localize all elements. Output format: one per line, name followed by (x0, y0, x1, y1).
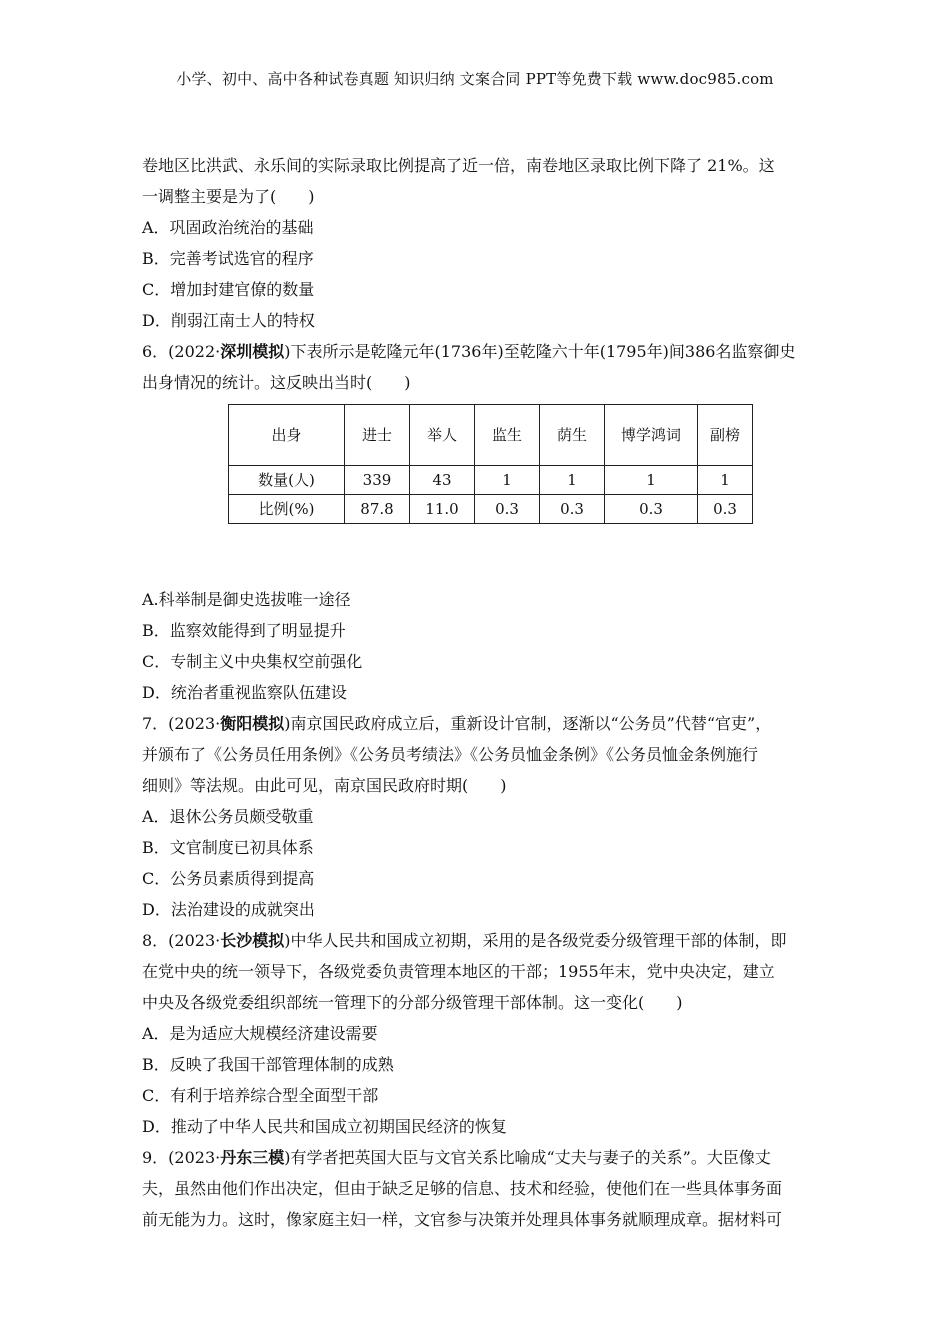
table-cell: 比例(%) (229, 495, 345, 524)
q8-option-c: C．有利于培养综合型全面型干部 (142, 1086, 379, 1105)
spacer (142, 524, 812, 584)
q6-number: 6．(2022· (142, 342, 221, 361)
q7-stem-line1 (142, 708, 812, 739)
q5-stem-line2: 一调整主要是为了( ) (142, 187, 315, 206)
question-9 (142, 1142, 812, 1235)
table-cell: 0.3 (475, 495, 540, 524)
q6-option-d: D．统治者重视监察队伍建设 (142, 683, 347, 702)
table-row (229, 495, 753, 524)
table-header-cell: 举人 (410, 405, 475, 466)
q5-option-d: D．削弱江南士人的特权 (142, 311, 315, 330)
q6-option-c: C．专制主义中央集权空前强化 (142, 652, 363, 671)
q9-stem-text: )有学者把英国大臣与文官关系比喻成“丈夫与妻子的关系”。大臣像丈 (284, 1148, 771, 1167)
document-body (142, 150, 812, 1235)
q7-stem-line2: 并颁布了《公务员任用条例》《公务员考绩法》《公务员恤金条例》《公务员恤金条例施行 (142, 745, 759, 764)
q7-stem-line3: 细则》等法规。由此可见，南京国民政府时期( ) (142, 776, 507, 795)
table-cell: 87.8 (345, 495, 410, 524)
q8-stem-line2: 在党中央的统一领导下，各级党委负责管理本地区的干部；1955年末，党中央决定，建立 (142, 962, 775, 981)
question-7 (142, 708, 812, 925)
q8-stem-line3: 中央及各级党委组织部统一管理下的分部分级管理干部体制。这一变化( ) (142, 993, 683, 1012)
table-header-cell: 副榜 (698, 405, 753, 466)
q5-option-c: C．增加封建官僚的数量 (142, 280, 315, 299)
table-cell: 43 (410, 466, 475, 495)
table-cell: 339 (345, 466, 410, 495)
q6-source: 深圳模拟 (220, 342, 285, 361)
table-header-row (229, 405, 753, 466)
q9-stem-line1 (142, 1142, 812, 1173)
q9-number: 9．(2023· (142, 1148, 221, 1167)
table-header-cell: 博学鸿词 (605, 405, 698, 466)
question-8 (142, 925, 812, 1142)
q6-option-b: B．监察效能得到了明显提升 (142, 621, 346, 640)
q6-option-a: A.科举制是御史选拔唯一途径 (142, 590, 351, 609)
page-header: 小学、初中、高中各种试卷真题 知识归纳 文案合同 PPT等免费下载 www.doc985.com (176, 70, 774, 88)
table-cell: 0.3 (605, 495, 698, 524)
q7-option-d: D．法治建设的成就突出 (142, 900, 315, 919)
table-cell: 1 (605, 466, 698, 495)
table-header-cell: 荫生 (540, 405, 605, 466)
q9-source: 丹东三模 (220, 1148, 285, 1167)
q7-number: 7．(2023· (142, 714, 221, 733)
q7-option-c: C．公务员素质得到提高 (142, 869, 315, 888)
q7-source: 衡阳模拟 (220, 714, 285, 733)
q7-stem-text: )南京国民政府成立后，重新设计官制，逐渐以“公务员”代替“官吏”， (284, 714, 772, 733)
q5-stem-line1: 卷地区比洪武、永乐间的实际录取比例提高了近一倍，南卷地区录取比例下降了 21%。这 (142, 156, 775, 175)
table-cell: 数量(人) (229, 466, 345, 495)
q6-stem-line2: 出身情况的统计。这反映出当时( ) (142, 373, 411, 392)
q8-number: 8．(2023· (142, 931, 221, 950)
q9-stem-line2: 夫，虽然由他们作出决定，但由于缺乏足够的信息、技术和经验，使他们在一些具体事务面 (142, 1179, 783, 1198)
table-header-cell: 出身 (229, 405, 345, 466)
q8-source: 长沙模拟 (220, 931, 285, 950)
table-cell: 0.3 (540, 495, 605, 524)
q5-option-b: B．完善考试选官的程序 (142, 249, 314, 268)
q6-stem-line1 (142, 336, 812, 367)
q5-option-a: A．巩固政治统治的基础 (142, 218, 314, 237)
q8-option-a: A．是为适应大规模经济建设需要 (142, 1024, 378, 1043)
table-header-cell: 进士 (345, 405, 410, 466)
table-cell: 0.3 (698, 495, 753, 524)
q8-option-b: B．反映了我国干部管理体制的成熟 (142, 1055, 394, 1074)
q7-option-b: B．文官制度已初具体系 (142, 838, 314, 857)
table-cell: 11.0 (410, 495, 475, 524)
question-5 (142, 150, 812, 336)
q8-stem-text: )中华人民共和国成立初期，采用的是各级党委分级管理干部的体制，即 (284, 931, 787, 950)
table-cell: 1 (698, 466, 753, 495)
q8-option-d: D．推动了中华人民共和国成立初期国民经济的恢复 (142, 1117, 507, 1136)
censor-origin-table (228, 404, 753, 524)
q8-stem-line1 (142, 925, 812, 956)
table-cell: 1 (475, 466, 540, 495)
table-header-cell: 监生 (475, 405, 540, 466)
q9-stem-line3: 前无能为力。这时，像家庭主妇一样，文官参与决策并处理具体事务就顺理成章。据材料可 (142, 1210, 783, 1229)
table-row (229, 466, 753, 495)
table-cell: 1 (540, 466, 605, 495)
q7-option-a: A．退休公务员颇受敬重 (142, 807, 314, 826)
question-6 (142, 336, 812, 708)
q6-stem-text: )下表所示是乾隆元年(1736年)至乾隆六十年(1795年)间386名监察御史 (284, 342, 796, 361)
